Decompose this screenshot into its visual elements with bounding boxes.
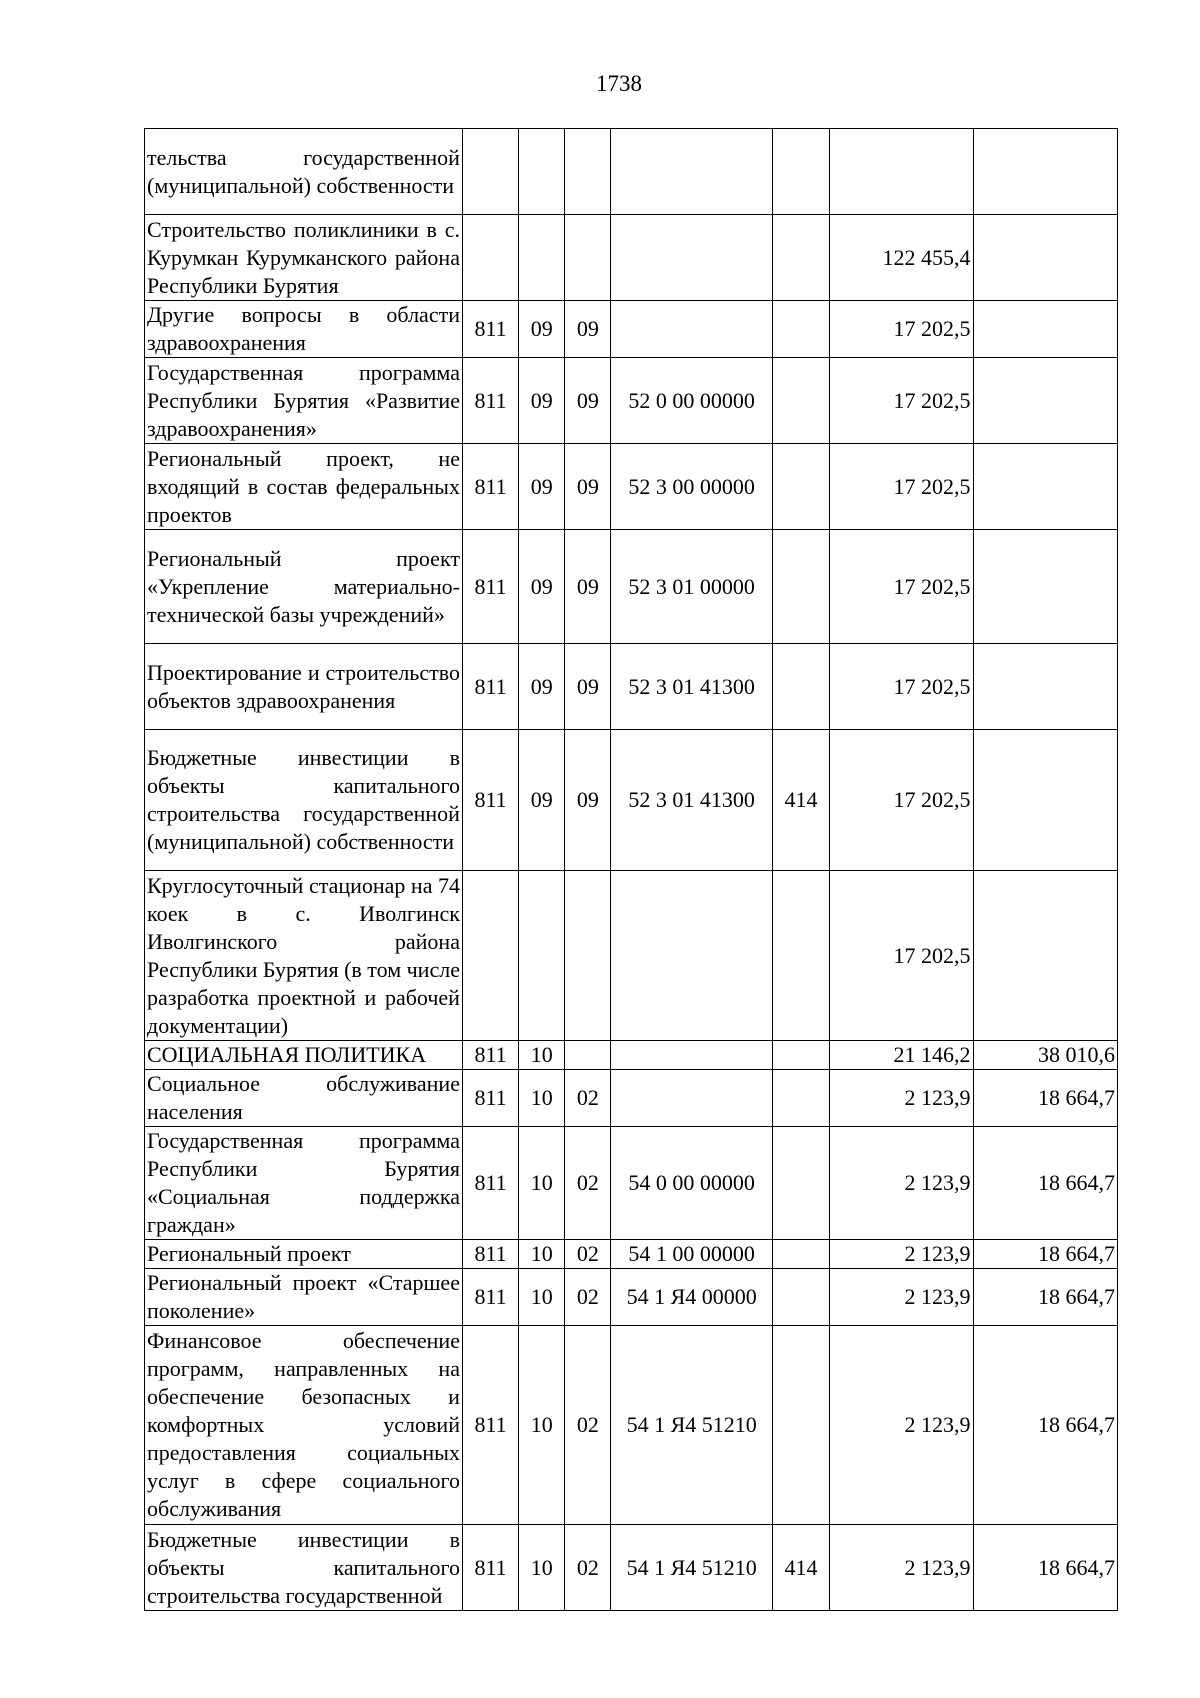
- cell-pr: 09: [565, 644, 611, 730]
- cell-pr: 02: [565, 1240, 611, 1269]
- cell-csr: 52 3 00 00000: [611, 444, 772, 530]
- cell-csr: 52 0 00 00000: [611, 358, 772, 444]
- cell-pr: [565, 871, 611, 1041]
- cell-pr: 09: [565, 358, 611, 444]
- cell-sum-1: 17 202,5: [830, 301, 973, 358]
- cell-rz: 10: [519, 1070, 565, 1127]
- cell-vr: [772, 644, 829, 730]
- table-row: [145, 1269, 1118, 1326]
- cell-csr: [611, 871, 772, 1041]
- row-name: Проектирование и строительство объектов здравоохранения: [145, 644, 463, 730]
- cell-vr: [772, 1127, 829, 1240]
- cell-rz: 09: [519, 644, 565, 730]
- cell-csr: 54 1 Я4 51210: [611, 1326, 772, 1525]
- cell-pr: [565, 1041, 611, 1070]
- table-row: [145, 1127, 1118, 1240]
- cell-pr: 02: [565, 1127, 611, 1240]
- cell-gr: 811: [462, 1269, 518, 1326]
- cell-vr: [772, 358, 829, 444]
- cell-sum-1: 2 123,9: [830, 1269, 973, 1326]
- cell-sum-1: 17 202,5: [830, 730, 973, 871]
- row-name: Региональный проект, не входящий в состав федеральных проектов: [145, 444, 463, 530]
- row-name: Строительство поликлиники в с. Курумкан Курумканского района Республики Бурятия: [145, 215, 463, 301]
- table-row: [145, 730, 1118, 871]
- table-row: [145, 871, 1118, 1041]
- cell-pr: 02: [565, 1326, 611, 1525]
- cell-csr: 54 1 00 00000: [611, 1240, 772, 1269]
- cell-gr: 811: [462, 444, 518, 530]
- row-name: Финансовое обеспечение программ, направленных на обеспечение безопасных и комфортных условий предоставления социальных услуг в сфере социального обслуживания: [145, 1326, 463, 1525]
- row-name: Круглосуточный стационар на 74 коек в с. Иволгинск Иволгинского района Республики Бурятия (в том числе разработка проектной и рабочей документации): [145, 871, 463, 1041]
- cell-rz: 10: [519, 1240, 565, 1269]
- row-name: тельства государственной (муниципальной) собственности: [145, 129, 463, 215]
- table-row: [145, 301, 1118, 358]
- table-row: [145, 1070, 1118, 1127]
- row-name: Региональный проект: [145, 1240, 463, 1269]
- cell-gr: 811: [462, 730, 518, 871]
- cell-rz: [519, 871, 565, 1041]
- cell-sum-1: [830, 129, 973, 215]
- cell-sum-2: [973, 730, 1117, 871]
- row-name: Социальное обслуживание населения: [145, 1070, 463, 1127]
- cell-sum-2: [973, 871, 1117, 1041]
- cell-gr: 811: [462, 358, 518, 444]
- row-name: Другие вопросы в области здравоохранения: [145, 301, 463, 358]
- cell-csr: [611, 1041, 772, 1070]
- cell-vr: [772, 1326, 829, 1525]
- cell-csr: [611, 301, 772, 358]
- cell-gr: 811: [462, 1326, 518, 1525]
- cell-pr: 02: [565, 1269, 611, 1326]
- cell-rz: 09: [519, 444, 565, 530]
- cell-csr: [611, 1070, 772, 1127]
- cell-gr: [462, 871, 518, 1041]
- cell-gr: 811: [462, 1070, 518, 1127]
- cell-rz: 10: [519, 1269, 565, 1326]
- cell-sum-2: 18 664,7: [973, 1240, 1117, 1269]
- budget-table: [144, 128, 1118, 1611]
- cell-sum-2: 18 664,7: [973, 1326, 1117, 1525]
- table-row: [145, 1041, 1118, 1070]
- cell-csr: 54 1 Я4 51210: [611, 1525, 772, 1611]
- cell-sum-1: 17 202,5: [830, 358, 973, 444]
- page-number: 1738: [596, 71, 642, 96]
- cell-sum-1: 17 202,5: [830, 871, 973, 1041]
- cell-sum-2: [973, 530, 1117, 644]
- row-name: Бюджетные инвестиции в объекты капитального строительства государственной: [145, 1525, 463, 1611]
- cell-csr: 52 3 01 41300: [611, 644, 772, 730]
- cell-rz: 09: [519, 358, 565, 444]
- cell-sum-2: 18 664,7: [973, 1269, 1117, 1326]
- cell-rz: 10: [519, 1127, 565, 1240]
- cell-vr: [772, 129, 829, 215]
- cell-gr: 811: [462, 644, 518, 730]
- cell-pr: 09: [565, 444, 611, 530]
- cell-gr: [462, 215, 518, 301]
- cell-sum-2: 38 010,6: [973, 1041, 1117, 1070]
- table-row: [145, 444, 1118, 530]
- cell-csr: 54 0 00 00000: [611, 1127, 772, 1240]
- cell-rz: 09: [519, 301, 565, 358]
- cell-vr: [772, 1269, 829, 1326]
- table-row: [145, 358, 1118, 444]
- cell-sum-1: 2 123,9: [830, 1127, 973, 1240]
- cell-rz: [519, 215, 565, 301]
- table-row: [145, 1326, 1118, 1525]
- cell-sum-2: [973, 444, 1117, 530]
- cell-sum-1: 2 123,9: [830, 1070, 973, 1127]
- table-row: [145, 1525, 1118, 1611]
- cell-rz: [519, 129, 565, 215]
- cell-rz: 09: [519, 730, 565, 871]
- cell-sum-1: 17 202,5: [830, 530, 973, 644]
- cell-sum-1: 17 202,5: [830, 444, 973, 530]
- cell-gr: [462, 129, 518, 215]
- cell-sum-1: 122 455,4: [830, 215, 973, 301]
- cell-gr: 811: [462, 1240, 518, 1269]
- cell-sum-2: 18 664,7: [973, 1070, 1117, 1127]
- table-row: [145, 530, 1118, 644]
- cell-sum-1: 17 202,5: [830, 644, 973, 730]
- cell-sum-2: [973, 301, 1117, 358]
- cell-csr: 52 3 01 00000: [611, 530, 772, 644]
- cell-vr: [772, 444, 829, 530]
- row-name: Государственная программа Республики Бурятия «Социальная поддержка граждан»: [145, 1127, 463, 1240]
- cell-vr: [772, 530, 829, 644]
- cell-vr: [772, 871, 829, 1041]
- cell-rz: 09: [519, 530, 565, 644]
- cell-pr: [565, 129, 611, 215]
- cell-gr: 811: [462, 1525, 518, 1611]
- cell-rz: 10: [519, 1041, 565, 1070]
- cell-pr: 09: [565, 301, 611, 358]
- cell-csr: 52 3 01 41300: [611, 730, 772, 871]
- cell-sum-1: 2 123,9: [830, 1326, 973, 1525]
- cell-pr: 09: [565, 530, 611, 644]
- cell-pr: 02: [565, 1070, 611, 1127]
- cell-vr: [772, 1041, 829, 1070]
- cell-sum-2: 18 664,7: [973, 1127, 1117, 1240]
- row-name: Государственная программа Республики Бурятия «Развитие здравоохранения»: [145, 358, 463, 444]
- cell-sum-1: 21 146,2: [830, 1041, 973, 1070]
- cell-vr: [772, 301, 829, 358]
- row-name: Региональный проект «Старшее поколение»: [145, 1269, 463, 1326]
- cell-csr: 54 1 Я4 00000: [611, 1269, 772, 1326]
- table-row: [145, 644, 1118, 730]
- cell-rz: 10: [519, 1525, 565, 1611]
- cell-vr: 414: [772, 730, 829, 871]
- cell-csr: [611, 129, 772, 215]
- table-row: [145, 215, 1118, 301]
- row-name: Бюджетные инвестиции в объекты капитального строительства государственной (муниципальной) собственности: [145, 730, 463, 871]
- cell-vr: [772, 1240, 829, 1269]
- cell-sum-2: [973, 215, 1117, 301]
- cell-vr: 414: [772, 1525, 829, 1611]
- cell-pr: 09: [565, 730, 611, 871]
- cell-sum-2: [973, 644, 1117, 730]
- cell-gr: 811: [462, 301, 518, 358]
- cell-sum-2: 18 664,7: [973, 1525, 1117, 1611]
- cell-csr: [611, 215, 772, 301]
- cell-vr: [772, 215, 829, 301]
- cell-sum-1: 2 123,9: [830, 1240, 973, 1269]
- cell-sum-2: [973, 129, 1117, 215]
- cell-gr: 811: [462, 530, 518, 644]
- cell-sum-2: [973, 358, 1117, 444]
- cell-sum-1: 2 123,9: [830, 1525, 973, 1611]
- table-row: [145, 129, 1118, 215]
- table-row: [145, 1240, 1118, 1269]
- cell-pr: 02: [565, 1525, 611, 1611]
- row-name: Региональный проект «Укрепление материально-технической базы учреждений»: [145, 530, 463, 644]
- cell-gr: 811: [462, 1041, 518, 1070]
- cell-vr: [772, 1070, 829, 1127]
- cell-pr: [565, 215, 611, 301]
- cell-rz: 10: [519, 1326, 565, 1525]
- cell-gr: 811: [462, 1127, 518, 1240]
- row-name: СОЦИАЛЬНАЯ ПОЛИТИКА: [145, 1041, 463, 1070]
